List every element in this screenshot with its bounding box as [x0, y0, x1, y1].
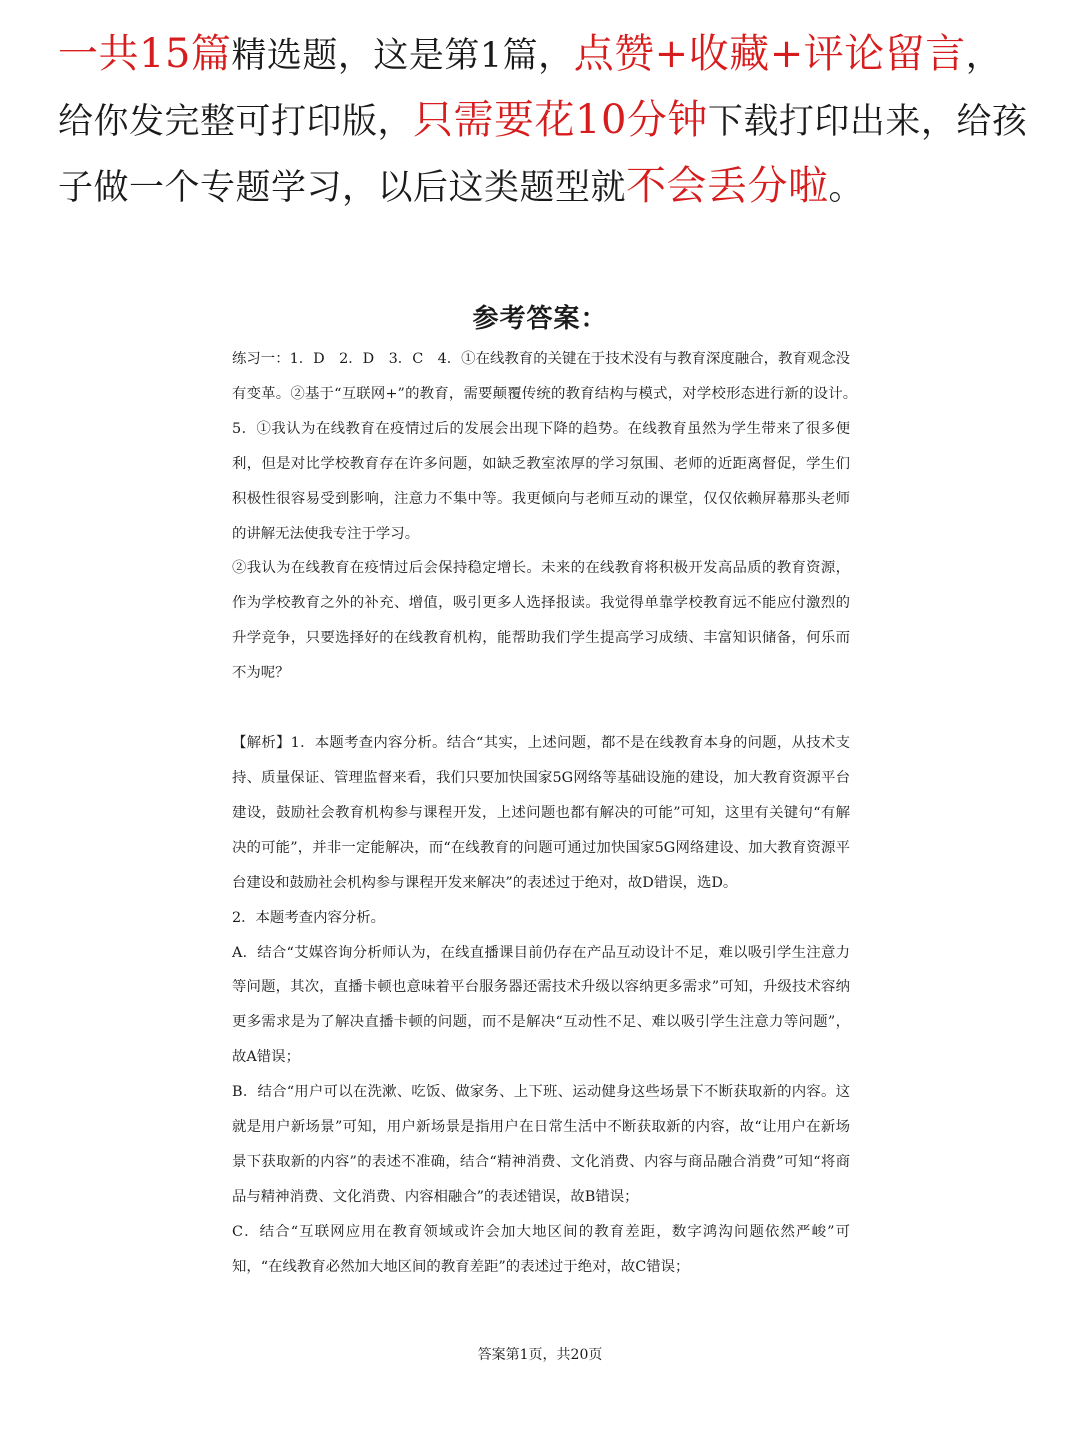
answer-paragraph-1: 练习一：1．D 2．D 3．C 4．①在线教育的关键在于技术没有与教育深度融合，教育观念没有变革。②基于“互联网+”的教育，需要颠覆传统的教育结构与模式，对学校形态进行新的设计。 5．①我认为在线教育在疫情过后的发展会出现下降的趋势。在线教育虽然为学生带来了很多便利，但是对比学校教育存在许多问题，如缺乏教室浓厚的学习氛围、老师的近距离督促，学生们积极性很容易受到影响，注意力不集中等。我更倾向与老师互动的课堂，仅仅依赖屏幕那头老师的讲解无法使我专注于学习。: [232, 351, 865, 542]
paragraph-gap: [232, 691, 850, 726]
banner-seg-5: 只需要花10分钟: [413, 97, 708, 143]
analysis-option-a: A．结合“艾媒咨询分析师认为，在线直播课目前仍存在产品互动设计不足，难以吸引学生注意力等问题，其次，直播卡顿也意味着平台服务器还需技术升级以容纳更多需求”可知，升级技术容纳更多需求是为了解决直播卡顿的问题，而不是解决“互动性不足、难以吸引学生注意力等问题”，故A错误；: [232, 944, 850, 1066]
banner-seg-3: 点赞+收藏+评论留言: [573, 31, 966, 77]
page-footer: 答案第1页，共20页: [477, 1347, 603, 1363]
banner-seg-2: 精选题，这是第1篇，: [231, 36, 574, 76]
answer-paragraph-2: ②我认为在线教育在疫情过后会保持稳定增长。未来的在线教育将积极开发高品质的教育资源，作为学校教育之外的补充、增值，吸引更多人选择报读。我觉得单靠学校教育远不能应付激烈的升学竞争，只要选择好的在线教育机构，能帮助我们学生提高学习成绩、丰富知识储备，何乐而不为呢？: [232, 560, 850, 682]
analysis-paragraph-1: 【解析】1．本题考查内容分析。结合“其实，上述问题，都不是在线教育本身的问题，从技术支持、质量保证、管理监督来看，我们只要加快国家5G网络等基础设施的建设，加大教育资源平台建设，鼓励社会教育机构参与课程开发，上述问题也都有解决的可能”可知，这里有关键句“有解决的可能”，并非一定能解决，而“在线教育的问题可通过加快国家5G网络建设、加大教育资源平台建设和鼓励社会机构参与课程开发来解决”的表述过于绝对，故D错误，选D。: [232, 735, 850, 891]
banner-seg-7: 不会丢分啦: [626, 163, 829, 209]
banner-seg-6: 下载打印出来，给孩子做一个专题学习，以后这类题型就: [58, 102, 1028, 208]
banner-seg-1: 一共15篇: [58, 31, 232, 77]
banner-seg-8: 。: [828, 168, 865, 208]
analysis-option-b: B．结合“用户可以在洗漱、吃饭、做家务、上下班、运动健身这些场景下不断获取新的内容。这就是用户新场景”可知，用户新场景是指用户在日常生活中不断获取新的内容，故“让用户在新场景下获取新的内容”的表述不准确，结合“精神消费、文化消费、内容与商品融合消费”可知“将商品与精神消费、文化消费、内容相融合”的表述错误，故B错误；: [232, 1084, 850, 1205]
analysis-paragraph-2: 2．本题考查内容分析。: [232, 909, 386, 926]
answer-body: [232, 342, 865, 1285]
analysis-option-c: C．结合“互联网应用在教育领域或许会加大地区间的教育差距，数字鸿沟问题依然严峻”可知，“在线教育必然加大地区间的教育差距”的表述过于绝对，故C错误；: [232, 1223, 850, 1275]
page-title: 参考答案：: [472, 304, 608, 334]
promo-banner: [58, 22, 1033, 220]
banner-seg-4: ，给你发完整可打印版，: [58, 36, 1002, 142]
